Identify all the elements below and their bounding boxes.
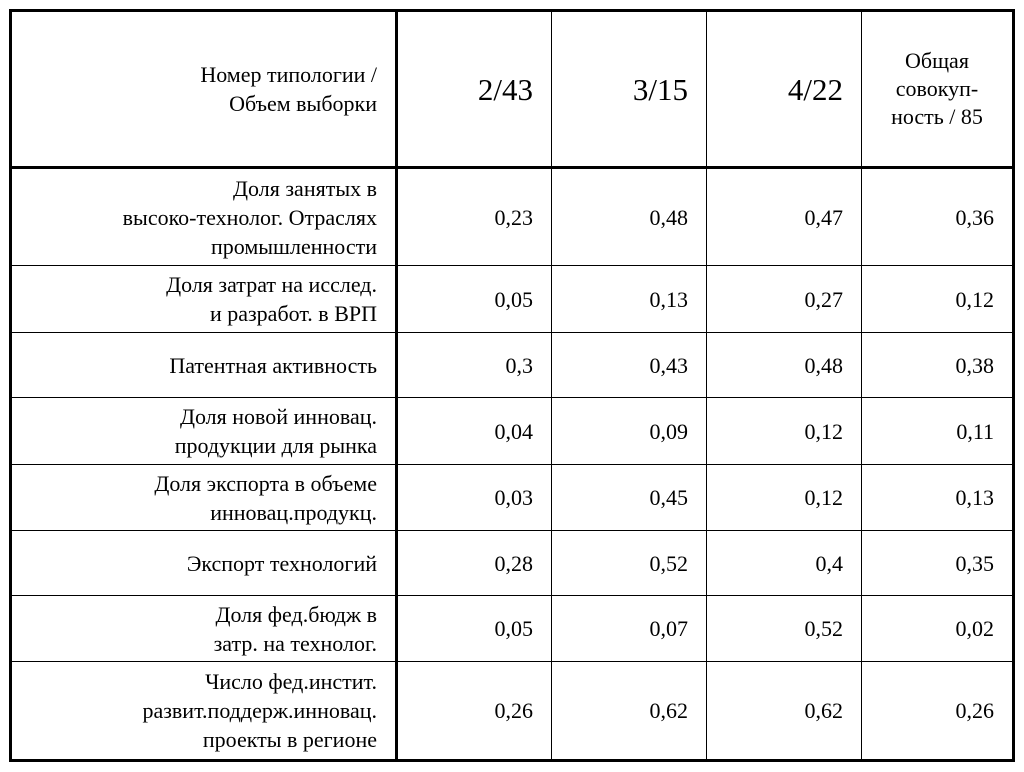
row-label-text: Доля экспорта в объеме инновац.продукц. bbox=[154, 470, 377, 525]
row-label-text: Экспорт технологий bbox=[186, 550, 377, 576]
value-cell: 0,48 bbox=[552, 169, 707, 266]
total-value-cell: 0,38 bbox=[862, 333, 1012, 398]
total-value-cell: 0,36 bbox=[862, 169, 1012, 266]
row-label-cell bbox=[12, 531, 398, 596]
header-column-3: 4/22 bbox=[707, 12, 862, 169]
row-label-cell bbox=[12, 169, 398, 266]
row-label-text: Доля фед.бюдж в затр. на технолог. bbox=[213, 601, 377, 656]
total-value-cell: 0,02 bbox=[862, 596, 1012, 662]
value-cell: 0,62 bbox=[707, 662, 862, 759]
row-label-cell bbox=[12, 398, 398, 465]
total-value-cell: 0,26 bbox=[955, 698, 994, 723]
value-cell: 0,45 bbox=[552, 465, 707, 531]
value-cell: 0,12 bbox=[707, 398, 862, 465]
value-cell: 0,09 bbox=[552, 398, 707, 465]
row-label-cell bbox=[12, 465, 398, 531]
header-label-text: Номер типологии / Объем выборки bbox=[200, 62, 377, 116]
value-cell: 0,4 bbox=[707, 531, 862, 596]
header-column-1: 2/43 bbox=[398, 12, 552, 169]
value-cell: 0,03 bbox=[398, 465, 552, 531]
row-label-text: Число фед.инстит. развит.поддерж.инновац. проекты в регионе bbox=[142, 669, 377, 752]
value-cell: 0,3 bbox=[398, 333, 552, 398]
value-cell: 0,43 bbox=[552, 333, 707, 398]
value-cell: 0,27 bbox=[707, 266, 862, 333]
total-value-cell: 0,11 bbox=[862, 398, 1012, 465]
row-label-cell bbox=[12, 662, 398, 759]
total-value-cell: 0,13 bbox=[862, 465, 1012, 531]
value-cell: 0,07 bbox=[552, 596, 707, 662]
header-label-cell bbox=[12, 12, 398, 169]
row-label-text: Доля затрат на исслед. и разработ. в ВРП bbox=[166, 272, 377, 326]
row-label-cell bbox=[12, 333, 398, 398]
row-label-text: Доля занятых в высоко-технолог. Отраслях промышленности bbox=[122, 175, 377, 259]
value-cell: 0,04 bbox=[398, 398, 552, 465]
value-cell: 0,05 bbox=[398, 596, 552, 662]
row-label-cell bbox=[12, 596, 398, 662]
value-cell: 0,13 bbox=[552, 266, 707, 333]
value-cell: 0,62 bbox=[552, 662, 707, 759]
total-value-cell: 0,35 bbox=[862, 531, 1012, 596]
value-cell: 0,12 bbox=[707, 465, 862, 531]
value-cell: 0,05 bbox=[398, 266, 552, 333]
row-label-text: Патентная активность bbox=[169, 352, 377, 378]
header-total-cell bbox=[862, 12, 1012, 169]
header-total-text: Общая совокуп- ность / 85 bbox=[891, 48, 983, 129]
header-column-2: 3/15 bbox=[552, 12, 707, 169]
typology-table bbox=[9, 9, 1015, 762]
row-label-cell bbox=[12, 266, 398, 333]
value-cell: 0,26 bbox=[398, 662, 552, 759]
value-cell: 0,47 bbox=[707, 169, 862, 266]
value-cell: 0,28 bbox=[398, 531, 552, 596]
total-value-cell: 0,12 bbox=[862, 266, 1012, 333]
value-cell: 0,48 bbox=[707, 333, 862, 398]
row-label-text: Доля новой инновац. продукции для рынка bbox=[174, 404, 377, 458]
value-cell: 0,52 bbox=[707, 596, 862, 662]
value-cell: 0,52 bbox=[552, 531, 707, 596]
value-cell: 0,23 bbox=[398, 169, 552, 266]
